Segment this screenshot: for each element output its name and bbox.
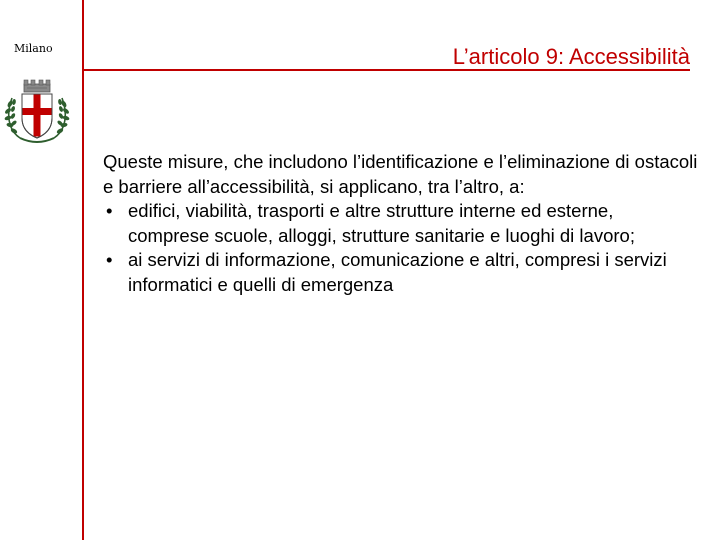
laurel-right-icon xyxy=(54,98,70,138)
slide-body xyxy=(103,150,698,297)
list-item-text: edifici, viabilità, trasporti e altre strutture interne ed esterne, comprese scuole, alloggi, strutture sanitarie e luoghi di lavoro; xyxy=(128,200,635,246)
milano-coat-of-arms-icon xyxy=(4,78,70,150)
slide-title: L’articolo 9: Accessibilità xyxy=(452,44,690,69)
bullet-list xyxy=(103,199,698,297)
ribbon-icon xyxy=(20,138,54,142)
list-item xyxy=(103,248,698,297)
list-item-text: ai servizi di informazione, comunicazione e altri, compresi i servizi informatici e quelli di emergenza xyxy=(128,249,667,295)
city-label: Milano xyxy=(14,42,53,55)
vertical-divider xyxy=(82,0,84,540)
bullet-icon: • xyxy=(106,200,113,221)
shield-icon xyxy=(22,94,52,138)
list-item xyxy=(103,199,698,248)
intro-paragraph: Queste misure, che includono l’identificazione e l’eliminazione di ostacoli e barriere all’accessibilità, si applicano, tra l’altro, a: xyxy=(103,151,698,197)
bullet-icon: • xyxy=(106,249,113,270)
crown-icon xyxy=(24,80,50,92)
laurel-left-icon xyxy=(4,98,20,138)
